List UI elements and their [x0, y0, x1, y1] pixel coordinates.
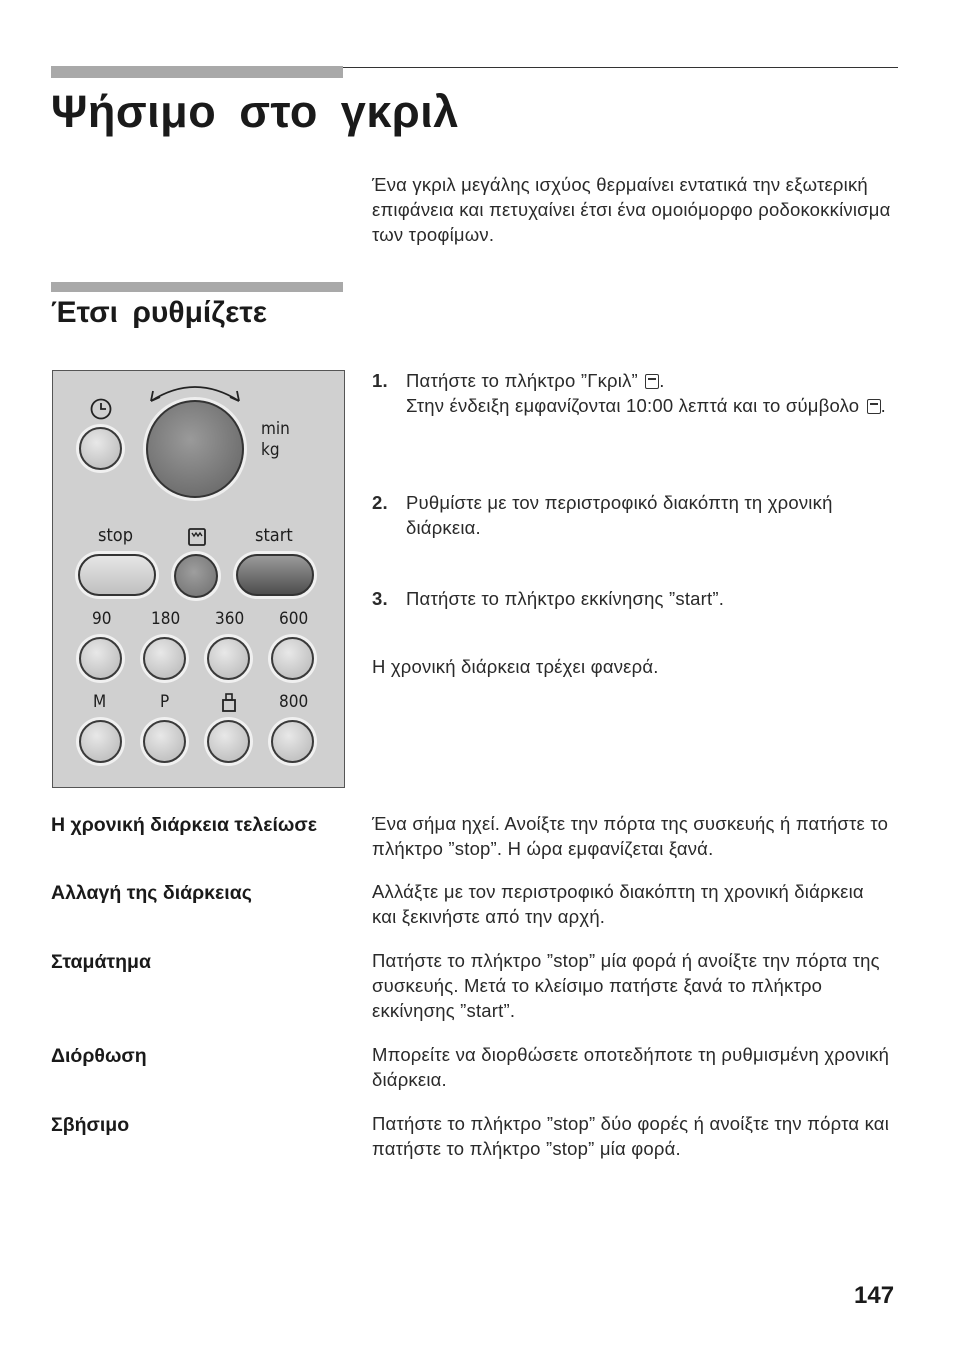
- stop-button: [78, 554, 156, 596]
- step-1-line2: Στην ένδειξη εμφανίζονται 10:00 λεπτά και το σύμβολο: [406, 395, 860, 416]
- memory-button: [79, 720, 122, 763]
- power-label-600: 600: [279, 609, 309, 629]
- desc-correction: Μπορείτε να διορθώσετε οποτεδήποτε τη ρυθμισμένη χρονική διάρκεια.: [372, 1044, 890, 1090]
- page-number: 147: [854, 1282, 895, 1309]
- step-number: 2.: [372, 492, 388, 513]
- power-button-360: [207, 637, 250, 680]
- step-3-text: Πατήστε το πλήκτρο εκκίνησης ”start”.: [406, 588, 725, 609]
- desc-time-ended: Ένα σήμα ηχεί. Ανοίξτε την πόρτα της συσκευής ή πατήστε το πλήκτρο ”stop”. Η ώρα εμφανίζεται ξανά.: [372, 813, 889, 859]
- step-number: 3.: [372, 588, 388, 609]
- memory-label: M: [93, 692, 107, 712]
- header-rule-thick: [51, 66, 343, 78]
- kg-label: kg: [261, 440, 280, 460]
- grill-icon: [187, 527, 207, 547]
- header-rule-thin: [343, 67, 898, 68]
- clock-icon: [89, 397, 113, 421]
- weight-icon: [220, 691, 238, 713]
- step-number: 1.: [372, 370, 388, 391]
- power-label-360: 360: [215, 609, 245, 629]
- term-time-ended: Η χρονική διάρκεια τελείωσε: [51, 814, 317, 836]
- stop-label: stop: [98, 525, 133, 546]
- start-button: [236, 554, 314, 596]
- section-rule: [51, 282, 343, 292]
- desc-change-duration: Αλλάξτε με τον περιστροφικό διακόπτη τη χρονική διάρκεια και ξεκινήστε από την αρχή.: [372, 881, 864, 927]
- power-button-800: [271, 720, 314, 763]
- power-button-600: [271, 637, 314, 680]
- grill-symbol-icon: [867, 399, 881, 414]
- term-stopping: Σταμάτημα: [51, 951, 151, 973]
- weight-button: [207, 720, 250, 763]
- program-button: [143, 720, 186, 763]
- control-panel-illustration: [52, 370, 345, 788]
- step-1: [372, 368, 892, 418]
- step-2: [372, 490, 892, 540]
- page-title: Ψήσιμο στο γκριλ: [51, 86, 459, 137]
- step-1-line2-end: .: [880, 395, 886, 416]
- power-button-180: [143, 637, 186, 680]
- step-1-line1-end: .: [659, 370, 665, 391]
- clock-button: [79, 427, 122, 470]
- intro-paragraph: Ένα γκριλ μεγάλης ισχύος θερμαίνει εντατικά την εξωτερική επιφάνεια και πετυχαίνει έτσι ένα ομοιόμορφο ροδοκοκκίνισμα των τροφίμων.: [372, 174, 891, 245]
- grill-symbol-icon: [645, 374, 659, 389]
- power-label-90: 90: [92, 609, 112, 629]
- section-heading: Έτσι ρυθμίζετε: [51, 296, 267, 329]
- step-2-text: Ρυθμίστε με τον περιστροφικό διακόπτη τη χρονική διάρκεια.: [406, 492, 833, 538]
- desc-stopping: Πατήστε το πλήκτρο ”stop” μία φορά ή ανοίξτε την πόρτα της συσκευής. Μετά το κλείσιμο πατήστε ξανά το πλήκτρο εκκίνησης ”start”.: [372, 950, 880, 1021]
- start-label: start: [255, 525, 293, 546]
- step-1-line1: Πατήστε το πλήκτρο ”Γκριλ”: [406, 370, 638, 391]
- grill-button: [174, 554, 218, 598]
- min-label: min: [261, 419, 290, 439]
- rotary-knob: [146, 400, 244, 498]
- running-note: Η χρονική διάρκεια τρέχει φανερά.: [372, 656, 659, 677]
- desc-clearing: Πατήστε το πλήκτρο ”stop” δύο φορές ή ανοίξτε την πόρτα και πατήστε το πλήκτρο ”stop” μία φορά.: [372, 1113, 889, 1159]
- step-3: [372, 586, 892, 611]
- power-label-800: 800: [279, 692, 309, 712]
- term-correction: Διόρθωση: [51, 1045, 147, 1067]
- term-clearing: Σβήσιμο: [51, 1114, 130, 1136]
- power-button-90: [79, 637, 122, 680]
- program-label: P: [160, 692, 170, 712]
- term-change-duration: Αλλαγή της διάρκειας: [51, 882, 252, 904]
- power-label-180: 180: [151, 609, 181, 629]
